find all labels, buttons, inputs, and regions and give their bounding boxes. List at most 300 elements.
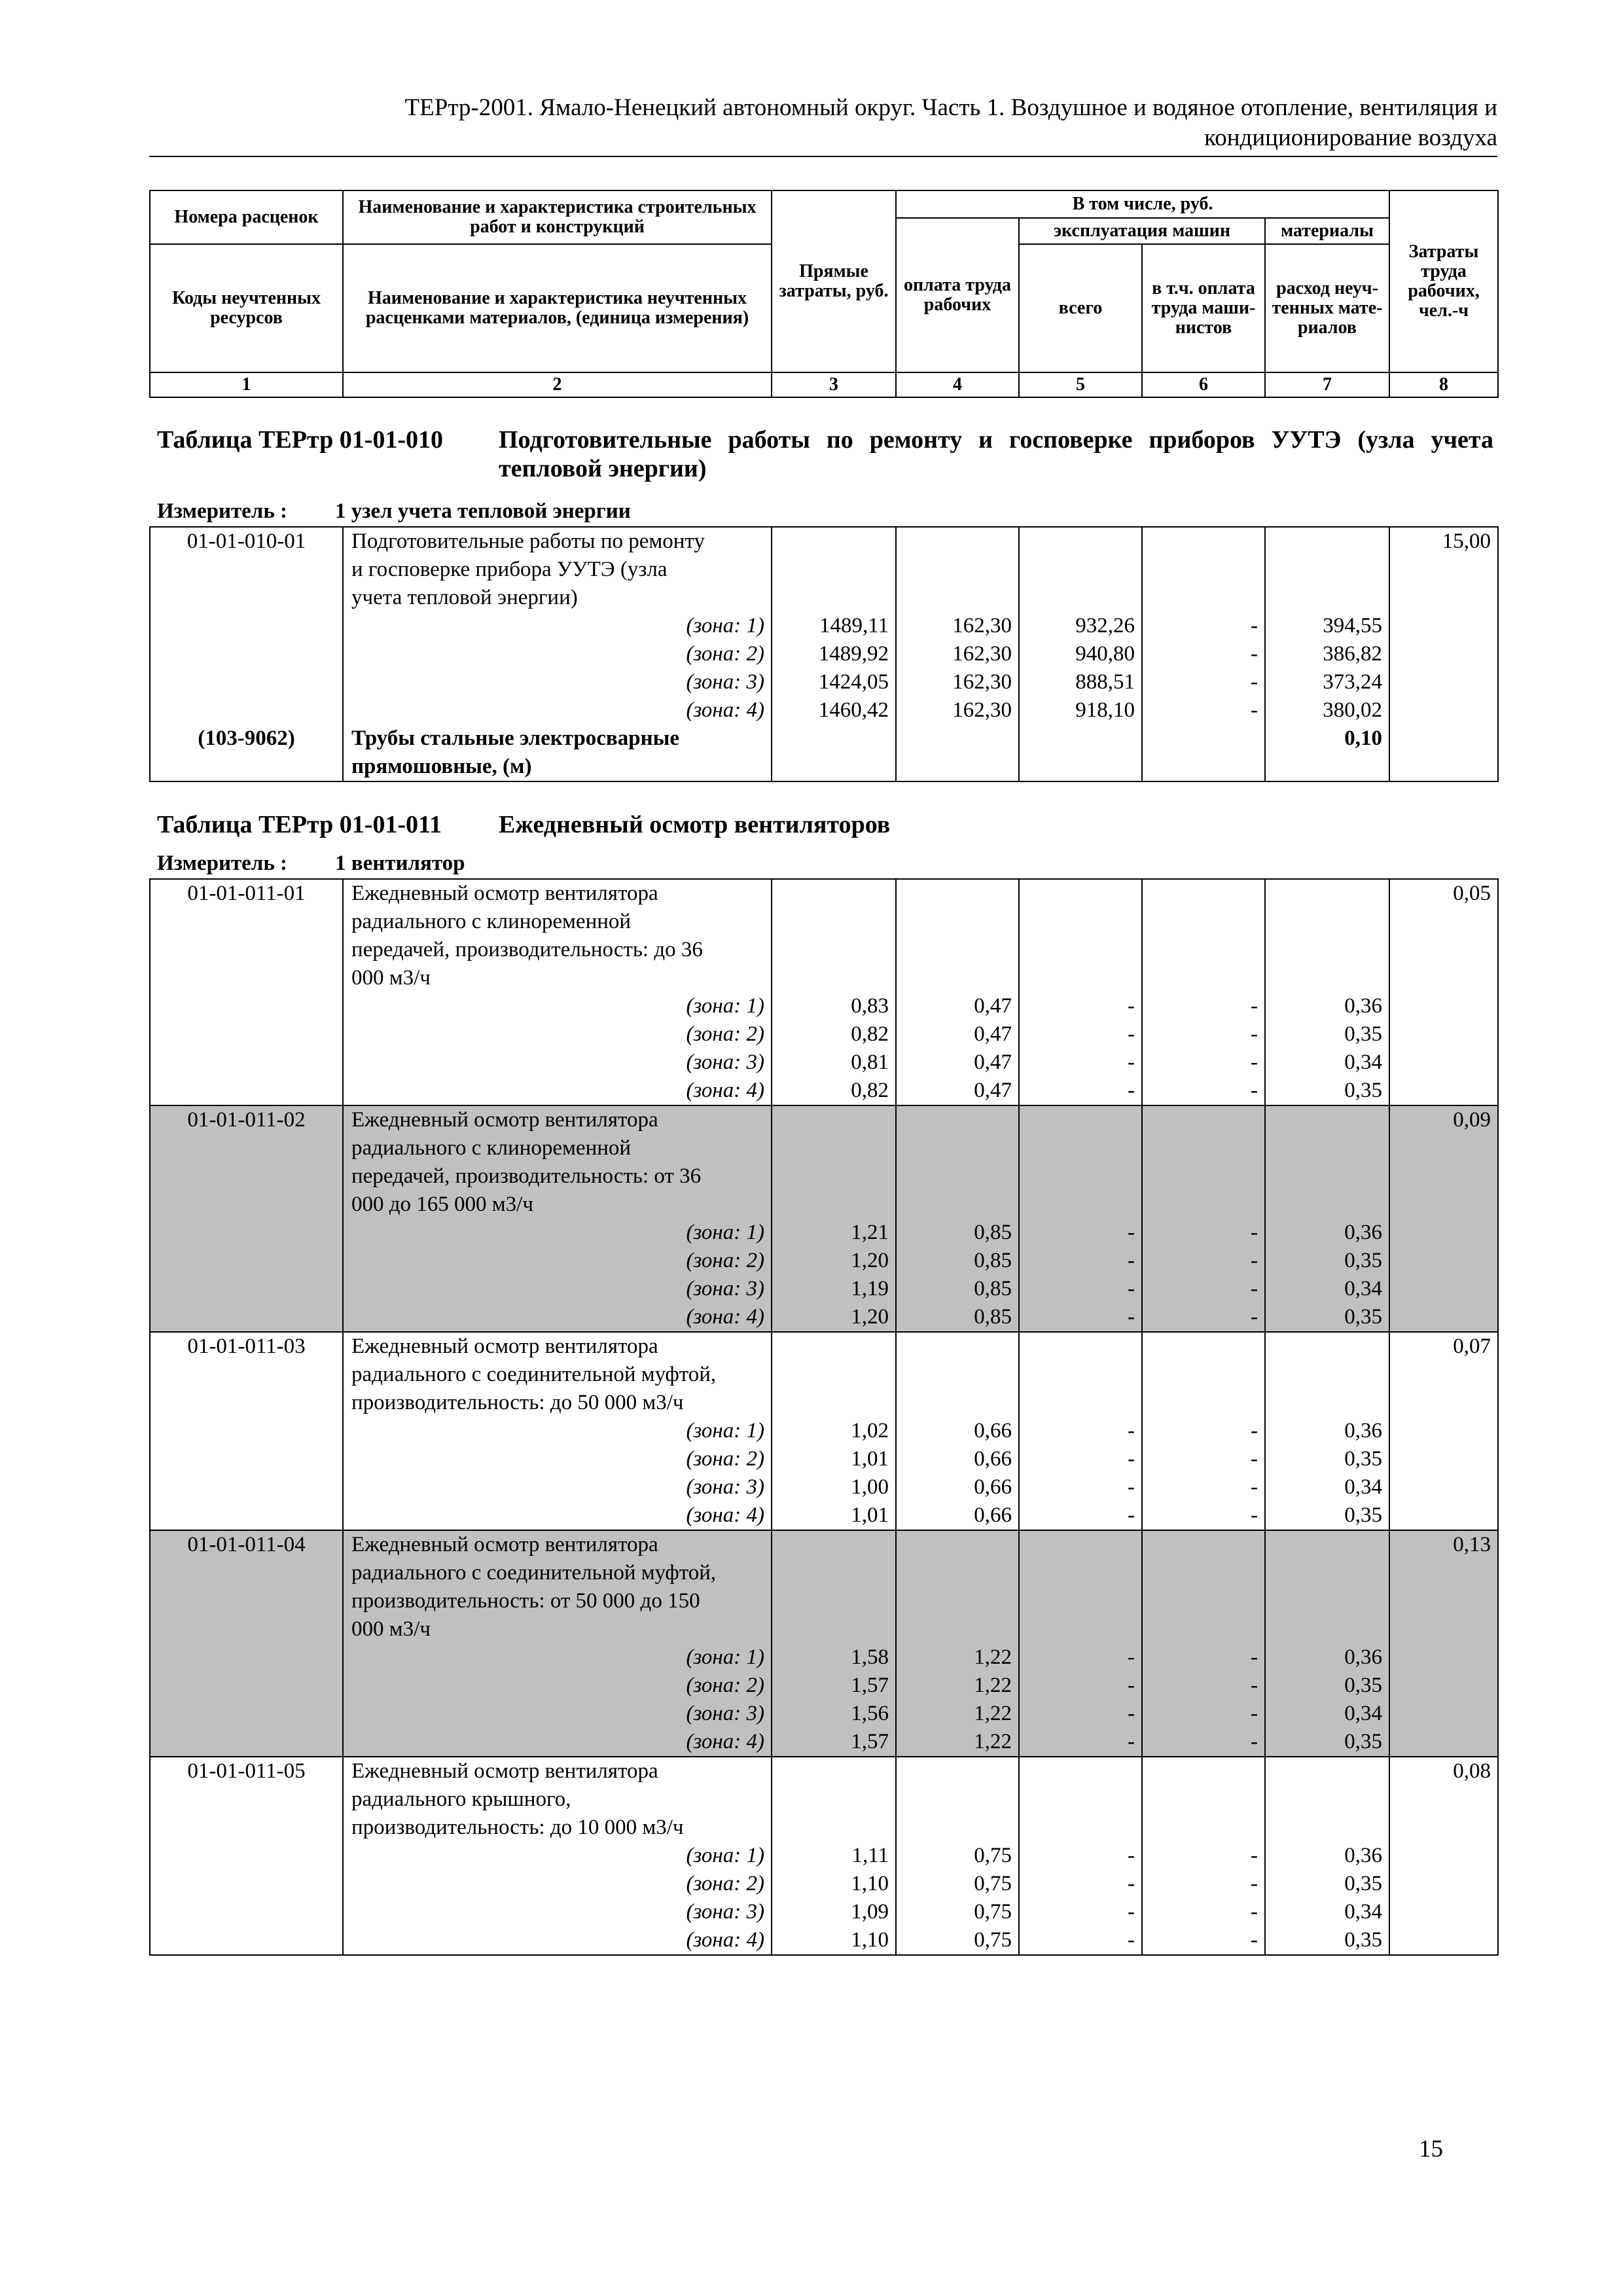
machine-wage-cost: -	[1142, 1643, 1265, 1672]
labor-cost	[1389, 1700, 1498, 1728]
table-row	[150, 584, 1498, 612]
empty-cell	[1389, 725, 1498, 753]
rate-code	[150, 1162, 343, 1191]
direct-cost: 1,21	[772, 1219, 896, 1247]
machine-cost	[1019, 1530, 1142, 1559]
table2-heading	[157, 810, 1492, 840]
table-row	[150, 1757, 1498, 1785]
direct-cost: 0,82	[772, 1077, 896, 1105]
direct-cost	[772, 936, 896, 964]
col6-header: в т.ч. оплата труда маши-нистов	[1142, 244, 1265, 372]
wage-cost	[896, 1162, 1019, 1191]
direct-cost: 1,11	[772, 1842, 896, 1870]
direct-cost: 1,01	[772, 1445, 896, 1473]
labor-cost	[1389, 1785, 1498, 1814]
wage-cost	[896, 1757, 1019, 1785]
machine-wage-cost: -	[1142, 1275, 1265, 1303]
col2-header-bottom: Наименование и характеристика неучтенных расценками материалов, (единица измерения)	[343, 244, 772, 372]
empty-cell	[772, 753, 896, 781]
zone-label: (зона: 4)	[343, 1303, 772, 1332]
labor-cost: 0,05	[1389, 879, 1498, 908]
resource-description-line: Трубы стальные электросварные	[343, 725, 772, 753]
material-cost: 0,36	[1265, 1219, 1389, 1247]
direct-cost	[772, 556, 896, 584]
machine-wage-cost	[1142, 1814, 1265, 1842]
table-row	[150, 936, 1498, 964]
labor-cost	[1389, 1473, 1498, 1501]
material-cost	[1265, 1785, 1389, 1814]
labor-cost	[1389, 1842, 1498, 1870]
rate-code	[150, 1898, 343, 1926]
machine-wage-cost: -	[1142, 1473, 1265, 1501]
wage-cost	[896, 1615, 1019, 1643]
labor-cost	[1389, 1672, 1498, 1700]
machine-wage-cost	[1142, 1105, 1265, 1134]
machine-wage-cost: -	[1142, 1898, 1265, 1926]
wage-cost: 1,22	[896, 1700, 1019, 1728]
direct-cost	[772, 1191, 896, 1219]
col-number: 3	[772, 372, 896, 397]
machine-wage-cost	[1142, 1134, 1265, 1162]
measure-value: 1 узел учета тепловой энергии	[335, 499, 631, 523]
machine-cost: -	[1019, 1077, 1142, 1105]
zone-label: (зона: 4)	[343, 1926, 772, 1955]
measure-label: Измеритель :	[157, 852, 288, 875]
direct-cost	[772, 1134, 896, 1162]
material-cost: 0,35	[1265, 1247, 1389, 1275]
wage-cost: 162,30	[896, 640, 1019, 668]
direct-cost	[772, 584, 896, 612]
empty-cell	[1389, 753, 1498, 781]
table-row	[150, 1049, 1498, 1077]
measure-label: Измеритель :	[157, 499, 288, 523]
direct-cost: 1,19	[772, 1275, 896, 1303]
zone-label: (зона: 2)	[343, 1020, 772, 1049]
table-row	[150, 1020, 1498, 1049]
rate-code: 01-01-010-01	[150, 527, 343, 556]
zone-label: (зона: 2)	[343, 1870, 772, 1898]
table-row	[150, 1926, 1498, 1955]
rate-code	[150, 556, 343, 584]
table1-body	[149, 526, 1499, 782]
running-header-line-1: ТЕРтр-2001. Ямало-Ненецкий автономный округ. Часть 1. Воздушное и водяное отопление, вентиляция и	[404, 94, 1497, 121]
rate-description-line: передачей, производительность: до 36	[343, 936, 772, 964]
wage-cost	[896, 1191, 1019, 1219]
wage-cost	[896, 1814, 1019, 1842]
direct-cost: 1,20	[772, 1303, 896, 1332]
rate-code	[150, 1473, 343, 1501]
wage-cost: 0,47	[896, 1049, 1019, 1077]
table2-code: Таблица ТЕРтр 01-01-011	[157, 811, 442, 838]
material-cost	[1265, 1191, 1389, 1219]
wage-cost	[896, 1389, 1019, 1417]
machine-cost	[1019, 1191, 1142, 1219]
machine-cost: 940,80	[1019, 640, 1142, 668]
rate-description-line: Ежедневный осмотр вентилятора	[343, 1530, 772, 1559]
labor-cost	[1389, 1615, 1498, 1643]
rate-code: 01-01-011-02	[150, 1105, 343, 1134]
direct-cost	[772, 1162, 896, 1191]
material-cost	[1265, 1530, 1389, 1559]
direct-cost: 0,82	[772, 1020, 896, 1049]
direct-cost	[772, 1615, 896, 1643]
machine-wage-cost	[1142, 1615, 1265, 1643]
labor-cost: 0,08	[1389, 1757, 1498, 1785]
wage-cost: 0,85	[896, 1275, 1019, 1303]
machine-cost: -	[1019, 1417, 1142, 1445]
column-header-table	[149, 190, 1499, 398]
labor-cost	[1389, 640, 1498, 668]
direct-cost: 1,57	[772, 1728, 896, 1757]
rate-code	[150, 1643, 343, 1672]
table-row	[150, 1162, 1498, 1191]
labor-cost	[1389, 1020, 1498, 1049]
machine-cost: -	[1019, 1926, 1142, 1955]
machine-cost	[1019, 1134, 1142, 1162]
labor-cost: 0,07	[1389, 1332, 1498, 1361]
table-row	[150, 1191, 1498, 1219]
machine-wage-cost	[1142, 1191, 1265, 1219]
labor-cost	[1389, 1077, 1498, 1105]
resource-quantity: 0,10	[1265, 725, 1389, 753]
material-cost: 0,34	[1265, 1049, 1389, 1077]
material-cost: 373,24	[1265, 668, 1389, 696]
machine-wage-cost: -	[1142, 1247, 1265, 1275]
rate-code	[150, 1700, 343, 1728]
empty-cell	[896, 753, 1019, 781]
wage-cost	[896, 584, 1019, 612]
table-row	[150, 1332, 1498, 1361]
machine-wage-cost: -	[1142, 1672, 1265, 1700]
machine-wage-cost	[1142, 1361, 1265, 1389]
machine-cost: -	[1019, 1473, 1142, 1501]
rate-description-line: радиального с соединительной муфтой,	[343, 1361, 772, 1389]
machine-wage-cost	[1142, 1332, 1265, 1361]
material-cost: 0,35	[1265, 1870, 1389, 1898]
material-cost: 0,36	[1265, 1842, 1389, 1870]
material-cost: 0,34	[1265, 1275, 1389, 1303]
rate-description-line: Ежедневный осмотр вентилятора	[343, 1332, 772, 1361]
material-cost	[1265, 1559, 1389, 1587]
material-cost	[1265, 936, 1389, 964]
zone-label: (зона: 1)	[343, 1643, 772, 1672]
rate-description-line: Подготовительные работы по ремонту	[343, 527, 772, 556]
machine-cost: 932,26	[1019, 612, 1142, 640]
machine-cost: -	[1019, 1445, 1142, 1473]
wage-cost: 0,66	[896, 1445, 1019, 1473]
material-cost	[1265, 879, 1389, 908]
col2-header-top: Наименование и характеристика строительных работ и конструкций	[343, 190, 772, 244]
direct-cost: 1,56	[772, 1700, 896, 1728]
col-number: 5	[1019, 372, 1142, 397]
wage-cost	[896, 1559, 1019, 1587]
labor-cost	[1389, 1559, 1498, 1587]
direct-cost: 0,83	[772, 992, 896, 1020]
direct-cost: 1,10	[772, 1926, 896, 1955]
col1-header-bottom: Коды неучтенных ресурсов	[150, 244, 343, 372]
machine-wage-cost	[1142, 1785, 1265, 1814]
rate-code	[150, 1020, 343, 1049]
rate-code	[150, 1191, 343, 1219]
table-row	[150, 1105, 1498, 1134]
rate-code	[150, 1926, 343, 1955]
rate-description-line: передачей, производительность: от 36	[343, 1162, 772, 1191]
machine-wage-cost: -	[1142, 1417, 1265, 1445]
zone-label: (зона: 4)	[343, 1077, 772, 1105]
empty-cell	[772, 725, 896, 753]
zone-label: (зона: 3)	[343, 1898, 772, 1926]
machine-cost	[1019, 584, 1142, 612]
rate-code	[150, 1672, 343, 1700]
rate-code	[150, 1134, 343, 1162]
direct-cost: 1,10	[772, 1870, 896, 1898]
rate-code	[150, 584, 343, 612]
resource-quantity	[1265, 753, 1389, 781]
direct-cost: 1460,42	[772, 696, 896, 725]
rate-code	[150, 1049, 343, 1077]
wage-cost: 0,75	[896, 1926, 1019, 1955]
rate-code	[150, 668, 343, 696]
rate-code	[150, 992, 343, 1020]
labor-cost	[1389, 1898, 1498, 1926]
labor-cost	[1389, 1191, 1498, 1219]
empty-cell	[1142, 725, 1265, 753]
labor-cost	[1389, 1247, 1498, 1275]
table-row	[150, 1473, 1498, 1501]
direct-cost	[772, 964, 896, 992]
machine-wage-cost: -	[1142, 1303, 1265, 1332]
rate-code	[150, 1247, 343, 1275]
labor-cost	[1389, 1643, 1498, 1672]
machines-header: эксплуатация машин	[1019, 218, 1265, 244]
machine-wage-cost: -	[1142, 1020, 1265, 1049]
col-number: 8	[1389, 372, 1498, 397]
material-cost: 0,35	[1265, 1672, 1389, 1700]
zone-label: (зона: 1)	[343, 992, 772, 1020]
labor-cost	[1389, 1361, 1498, 1389]
machine-wage-cost	[1142, 1587, 1265, 1615]
wage-cost: 0,66	[896, 1501, 1019, 1530]
material-cost	[1265, 1814, 1389, 1842]
table-row	[150, 1445, 1498, 1473]
rate-description-line: радиального с клиноременной	[343, 1134, 772, 1162]
table-row	[150, 668, 1498, 696]
material-cost: 0,36	[1265, 1643, 1389, 1672]
wage-cost: 1,22	[896, 1672, 1019, 1700]
col-number: 4	[896, 372, 1019, 397]
machine-cost: -	[1019, 1898, 1142, 1926]
direct-cost	[772, 1105, 896, 1134]
material-cost: 0,34	[1265, 1473, 1389, 1501]
material-cost	[1265, 1615, 1389, 1643]
direct-cost: 1424,05	[772, 668, 896, 696]
direct-cost	[772, 1559, 896, 1587]
machine-wage-cost: -	[1142, 1219, 1265, 1247]
material-cost	[1265, 1162, 1389, 1191]
zone-label: (зона: 4)	[343, 696, 772, 725]
rate-description-line: 000 м3/ч	[343, 964, 772, 992]
wage-cost	[896, 556, 1019, 584]
machine-wage-cost	[1142, 908, 1265, 936]
rate-description-line: Ежедневный осмотр вентилятора	[343, 1105, 772, 1134]
table-row	[150, 1417, 1498, 1445]
rate-code	[150, 1361, 343, 1389]
col3-header: Прямые затраты, руб.	[772, 190, 896, 372]
machine-cost	[1019, 1587, 1142, 1615]
machine-cost	[1019, 1785, 1142, 1814]
material-cost: 0,35	[1265, 1501, 1389, 1530]
table1-title: Подготовительные работы по ремонту и госповерке приборов УУТЭ (узла учета тепловой энергии)	[499, 426, 1493, 482]
zone-label: (зона: 3)	[343, 1473, 772, 1501]
direct-cost: 1,02	[772, 1417, 896, 1445]
machine-cost: -	[1019, 1020, 1142, 1049]
material-cost: 380,02	[1265, 696, 1389, 725]
direct-cost	[772, 1389, 896, 1417]
rate-code	[150, 1814, 343, 1842]
col-number: 7	[1265, 372, 1389, 397]
machine-wage-cost	[1142, 556, 1265, 584]
machine-wage-cost	[1142, 936, 1265, 964]
labor-cost	[1389, 992, 1498, 1020]
machine-cost: -	[1019, 1303, 1142, 1332]
direct-cost	[772, 1332, 896, 1361]
wage-cost	[896, 1332, 1019, 1361]
table-row	[150, 1728, 1498, 1757]
wage-cost	[896, 1134, 1019, 1162]
table-row	[150, 1559, 1498, 1587]
col7-header: расход неуч-тенных мате-риалов	[1265, 244, 1389, 372]
header-rule	[149, 156, 1497, 157]
direct-cost: 0,81	[772, 1049, 896, 1077]
labor-cost	[1389, 556, 1498, 584]
wage-cost: 1,22	[896, 1728, 1019, 1757]
labor-cost	[1389, 1728, 1498, 1757]
machine-wage-cost	[1142, 1757, 1265, 1785]
resource-code	[150, 753, 343, 781]
in-that-header: В том числе, руб.	[896, 190, 1389, 218]
machine-cost: -	[1019, 1700, 1142, 1728]
rate-code	[150, 1587, 343, 1615]
material-cost	[1265, 908, 1389, 936]
rate-description-line: Ежедневный осмотр вентилятора	[343, 879, 772, 908]
table-row	[150, 1785, 1498, 1814]
direct-cost: 1,20	[772, 1247, 896, 1275]
material-cost: 394,55	[1265, 612, 1389, 640]
material-cost: 0,36	[1265, 1417, 1389, 1445]
wage-cost	[896, 964, 1019, 992]
machine-wage-cost: -	[1142, 1445, 1265, 1473]
machine-cost	[1019, 1615, 1142, 1643]
machine-wage-cost	[1142, 527, 1265, 556]
machine-cost	[1019, 1361, 1142, 1389]
machine-wage-cost	[1142, 964, 1265, 992]
machine-cost: -	[1019, 1247, 1142, 1275]
rate-description-line: производительность: до 50 000 м3/ч	[343, 1389, 772, 1417]
table-row	[150, 964, 1498, 992]
wage-cost	[896, 1105, 1019, 1134]
zone-label: (зона: 2)	[343, 1247, 772, 1275]
direct-cost	[772, 879, 896, 908]
direct-cost: 1,58	[772, 1643, 896, 1672]
wage-cost: 0,47	[896, 1077, 1019, 1105]
labor-cost	[1389, 1219, 1498, 1247]
running-header-line-2: кондиционирование воздуха	[1204, 124, 1497, 151]
labor-cost	[1389, 1389, 1498, 1417]
machine-wage-cost: -	[1142, 1049, 1265, 1077]
labor-cost	[1389, 1814, 1498, 1842]
direct-cost	[772, 1587, 896, 1615]
rate-code	[150, 1870, 343, 1898]
direct-cost	[772, 1530, 896, 1559]
material-cost: 0,35	[1265, 1445, 1389, 1473]
material-cost	[1265, 1134, 1389, 1162]
zone-label: (зона: 4)	[343, 1501, 772, 1530]
labor-cost	[1389, 584, 1498, 612]
direct-cost: 1489,11	[772, 612, 896, 640]
wage-cost: 162,30	[896, 668, 1019, 696]
wage-cost	[896, 908, 1019, 936]
rate-description-line: радиального с клиноременной	[343, 908, 772, 936]
rate-code	[150, 1785, 343, 1814]
rate-code	[150, 1077, 343, 1105]
labor-cost	[1389, 1134, 1498, 1162]
resource-row	[150, 753, 1498, 781]
rate-code	[150, 1445, 343, 1473]
table-row	[150, 1275, 1498, 1303]
table2-title: Ежедневный осмотр вентиляторов	[499, 811, 891, 838]
table-row	[150, 879, 1498, 908]
running-header	[149, 93, 1497, 153]
machine-wage-cost	[1142, 1162, 1265, 1191]
rate-code	[150, 1501, 343, 1530]
measure-value: 1 вентилятор	[335, 852, 465, 875]
zone-label: (зона: 2)	[343, 1445, 772, 1473]
machine-cost: -	[1019, 1672, 1142, 1700]
table-row	[150, 1389, 1498, 1417]
labor-cost	[1389, 908, 1498, 936]
wage-cost: 0,66	[896, 1473, 1019, 1501]
direct-cost: 1,00	[772, 1473, 896, 1501]
table-row	[150, 612, 1498, 640]
material-cost: 0,35	[1265, 1926, 1389, 1955]
zone-label: (зона: 1)	[343, 1842, 772, 1870]
rate-code	[150, 964, 343, 992]
zone-label: (зона: 1)	[343, 612, 772, 640]
zone-label: (зона: 3)	[343, 1049, 772, 1077]
table-row	[150, 556, 1498, 584]
table-row	[150, 1501, 1498, 1530]
labor-cost	[1389, 696, 1498, 725]
machine-wage-cost: -	[1142, 1728, 1265, 1757]
table-row	[150, 527, 1498, 556]
wage-cost: 0,75	[896, 1870, 1019, 1898]
material-cost	[1265, 1361, 1389, 1389]
material-cost: 0,35	[1265, 1077, 1389, 1105]
wage-cost: 0,75	[896, 1898, 1019, 1926]
wage-cost: 0,66	[896, 1417, 1019, 1445]
table-row	[150, 1842, 1498, 1870]
rate-description-line: Ежедневный осмотр вентилятора	[343, 1757, 772, 1785]
table-row	[150, 1643, 1498, 1672]
rate-code	[150, 936, 343, 964]
zone-label: (зона: 2)	[343, 1672, 772, 1700]
wage-cost: 0,75	[896, 1842, 1019, 1870]
rate-description-line: производительность: до 10 000 м3/ч	[343, 1814, 772, 1842]
labor-cost	[1389, 964, 1498, 992]
machine-wage-cost	[1142, 1530, 1265, 1559]
rate-code	[150, 1275, 343, 1303]
wage-cost	[896, 879, 1019, 908]
